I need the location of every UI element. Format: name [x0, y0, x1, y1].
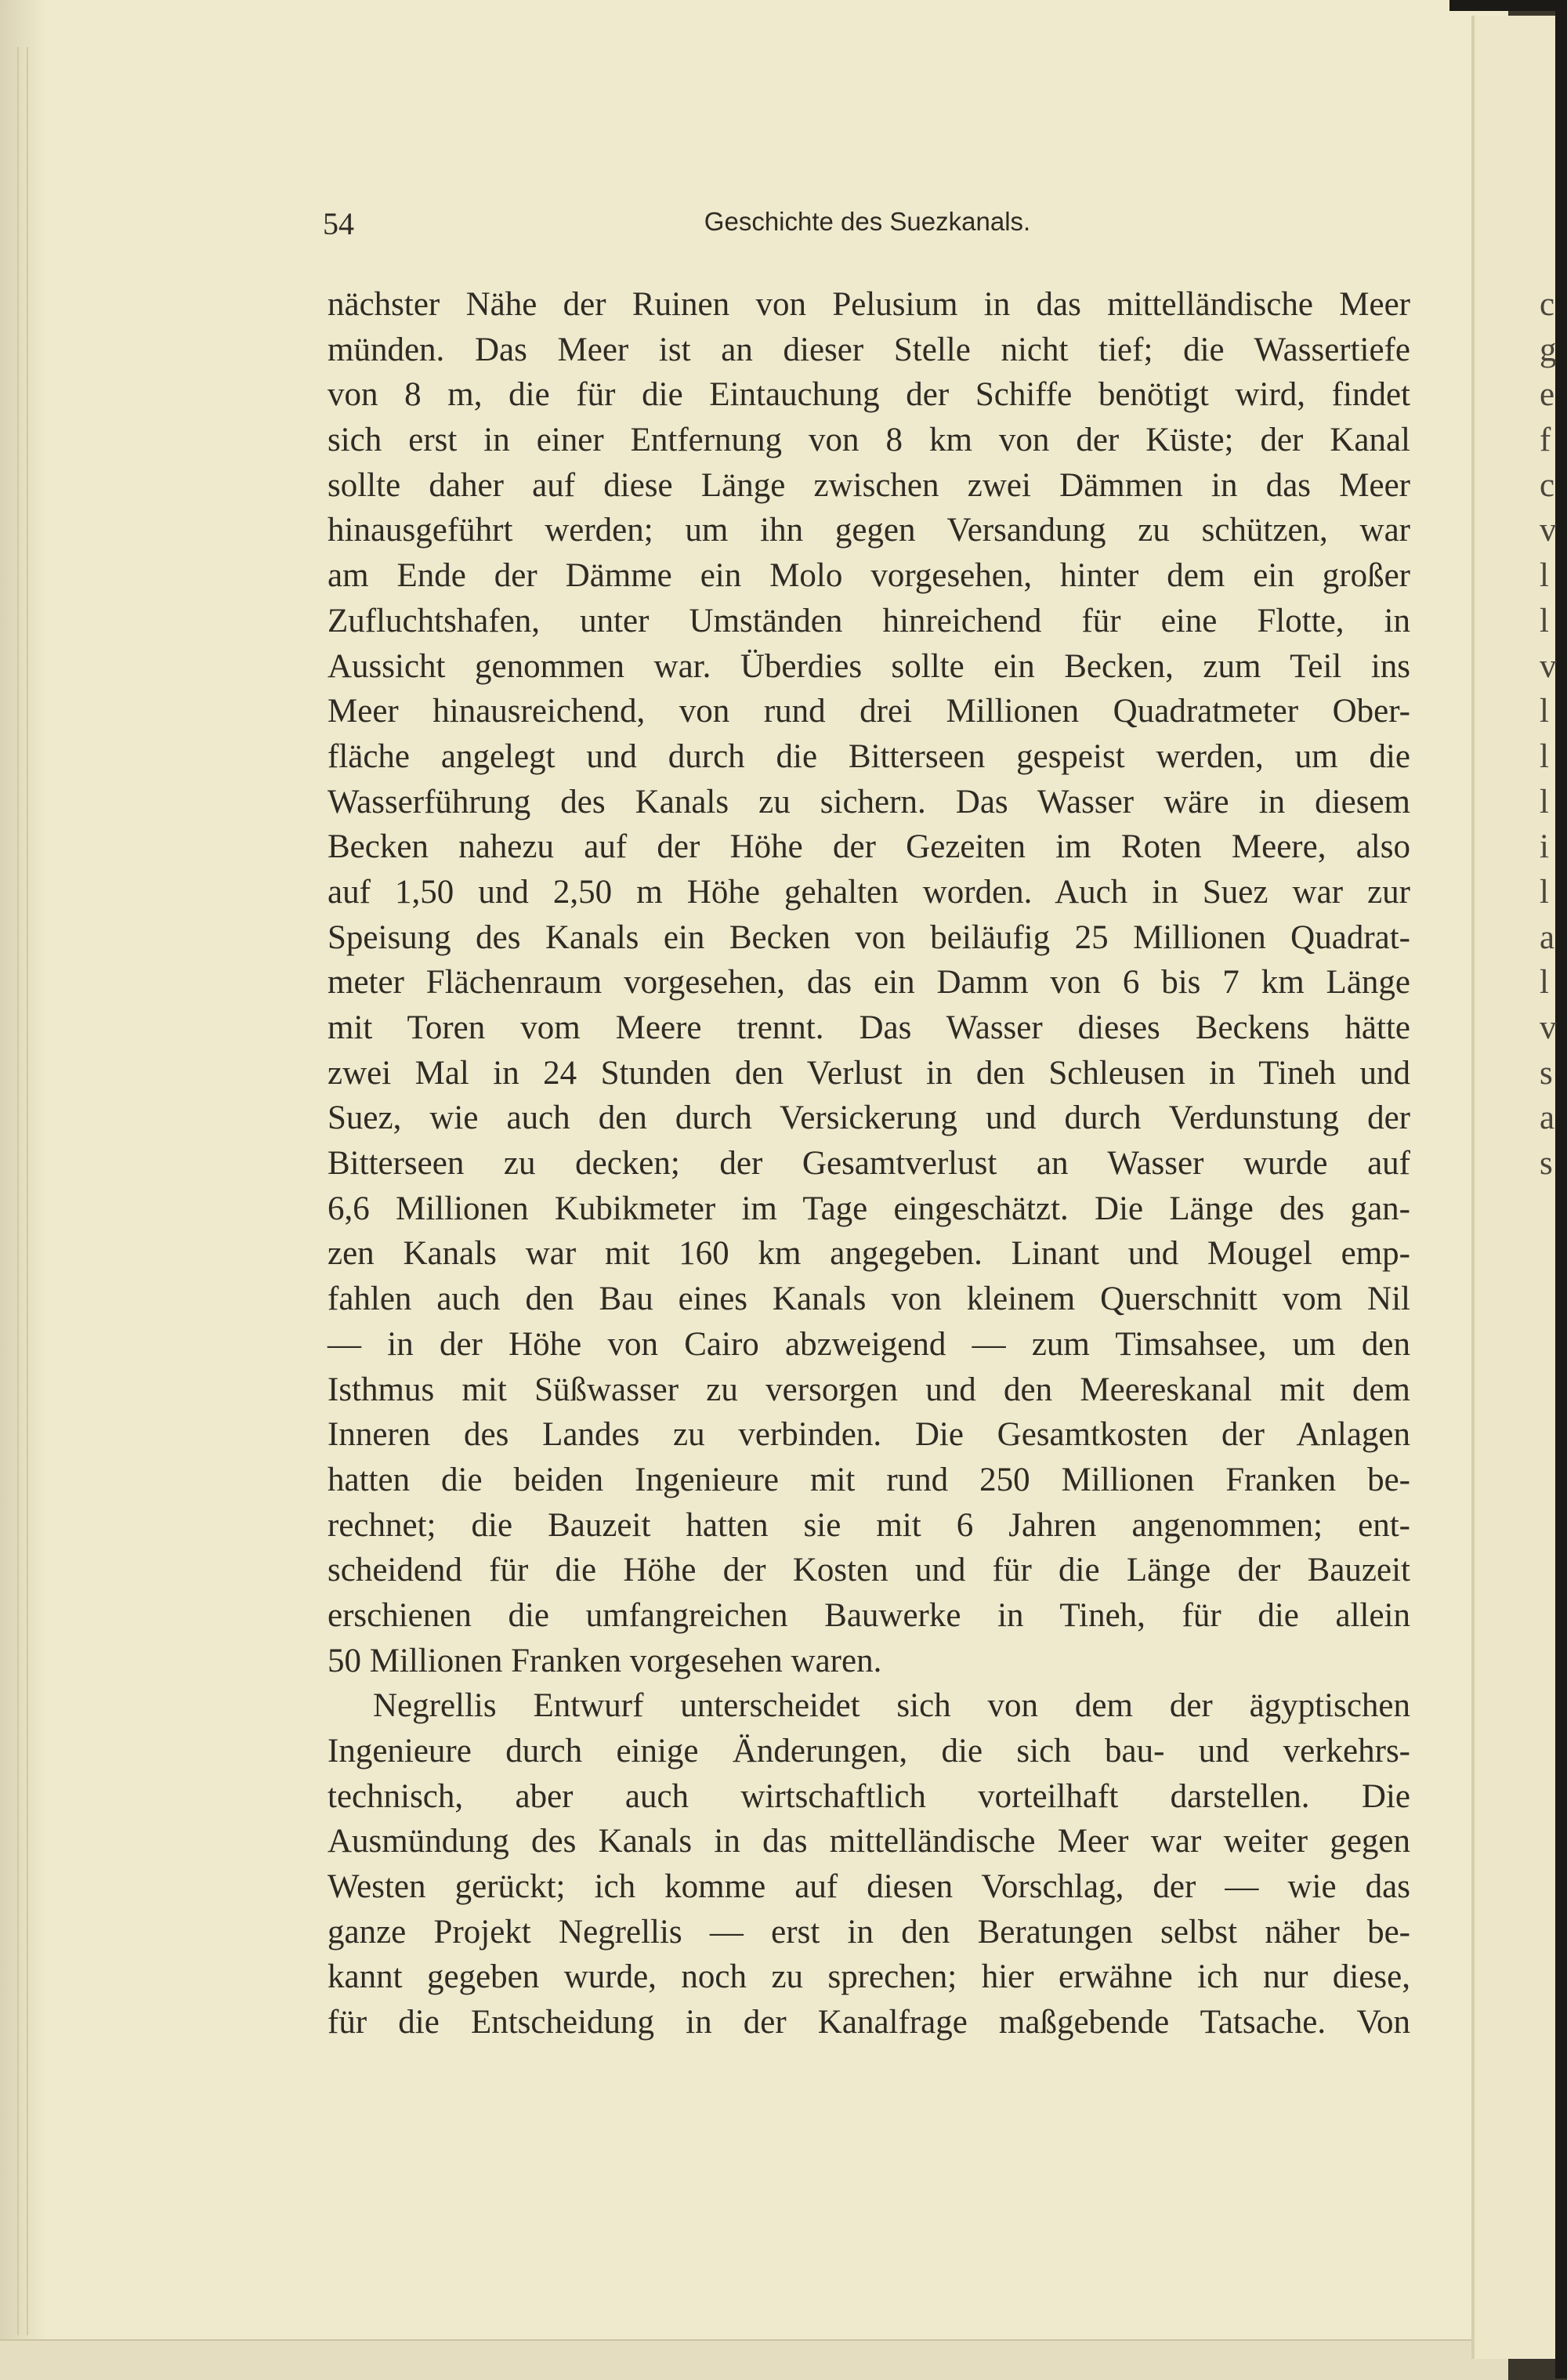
text-line: rechnet; die Bauzeit hatten sie mit 6 Jahren angenommen; ent-	[328, 1506, 1410, 1544]
text-line: Wasserführung des Kanals zu sichern. Das Wasser wäre in diesem	[328, 783, 1410, 821]
facing-page-letter: a	[1540, 918, 1555, 956]
text-line: erschienen die umfangreichen Bauwerke in Tineh, für die allein	[328, 1596, 1410, 1634]
text-line: 6,6 Millionen Kubikmeter im Tage eingeschätzt. Die Länge des gan-	[328, 1190, 1410, 1227]
text-line: Westen gerückt; ich komme auf diesen Vorschlag, der — wie das	[328, 1868, 1410, 1906]
page-edge	[27, 47, 28, 2335]
text-line: nächster Nähe der Ruinen von Pelusium in das mittelländische Meer	[328, 286, 1410, 323]
facing-page-letter: f	[1540, 422, 1551, 459]
facing-page-letter: l	[1540, 964, 1549, 1002]
text-line: kannt gegeben wurde, noch zu sprechen; hier erwähne ich nur diese,	[328, 1958, 1410, 1996]
text-line: Bitterseen zu decken; der Gesamtverlust an Wasser wurde auf	[328, 1145, 1410, 1183]
text-line: auf 1,50 und 2,50 m Höhe gehalten worden. Auch in Suez war zur	[328, 873, 1410, 911]
running-title: Geschichte des Suezkanals.	[704, 207, 1031, 236]
facing-page-letter: l	[1540, 557, 1549, 595]
text-line: zwei Mal in 24 Stunden den Verlust in den Schleusen in Tineh und	[328, 1054, 1410, 1092]
facing-page-text	[1540, 282, 1567, 1186]
facing-page-letter: l	[1540, 693, 1549, 730]
text-line: Ausmündung des Kanals in das mittelländische Meer war weiter gegen	[328, 1823, 1410, 1860]
text-line: zen Kanals war mit 160 km angegeben. Linant und Mougel emp-	[328, 1235, 1410, 1273]
page-number: 54	[323, 206, 354, 241]
facing-page-letter: s	[1540, 1054, 1553, 1092]
text-line: Suez, wie auch den durch Versickerung und durch Verdunstung der	[328, 1099, 1410, 1137]
text-line: für die Entscheidung in der Kanalfrage maßgebende Tatsache. Von	[328, 2004, 1410, 2041]
text-line: Isthmus mit Süßwasser zu versorgen und den Meereskanal mit dem	[328, 1371, 1410, 1408]
page-edge	[17, 47, 19, 2335]
text-line: 50 Millionen Franken vorgesehen waren.	[328, 1642, 882, 1679]
facing-page-letter: c	[1540, 466, 1555, 504]
facing-page-letter: l	[1540, 783, 1549, 821]
page-header	[323, 205, 1412, 245]
text-line: von 8 m, die für die Eintauchung der Schiffe benötigt wird, findet	[328, 376, 1410, 414]
text-line: meter Flächenraum vorgesehen, das ein Damm von 6 bis 7 km Länge	[328, 964, 1410, 1002]
page-bottom-edge	[0, 2339, 1508, 2380]
facing-page-letter: e	[1540, 376, 1555, 414]
facing-page-letter: v	[1540, 647, 1557, 685]
text-line: münden. Das Meer ist an dieser Stelle nicht tief; die Wassertiefe	[328, 331, 1410, 368]
text-line: Meer hinausreichend, von rund drei Millionen Quadratmeter Ober-	[328, 693, 1410, 730]
text-line: Negrellis Entwurf unterscheidet sich von dem der ägyptischen	[373, 1687, 1410, 1725]
text-line: ganze Projekt Negrellis — erst in den Beratungen selbst näher be-	[328, 1913, 1410, 1951]
facing-page-letter: a	[1540, 1099, 1555, 1137]
facing-page-letter: s	[1540, 1145, 1553, 1183]
text-line: Aussicht genommen war. Überdies sollte ein Becken, zum Teil ins	[328, 647, 1410, 685]
text-line: fläche angelegt und durch die Bitterseen gespeist werden, um die	[328, 737, 1410, 775]
text-line: mit Toren vom Meere trennt. Das Wasser dieses Beckens hätte	[328, 1009, 1410, 1046]
text-line: Zufluchtshafen, unter Umständen hinreichend für eine Flotte, in	[328, 602, 1410, 639]
text-line: Ingenieure durch einige Änderungen, die sich bau- und verkehrs-	[328, 1733, 1410, 1770]
page-shadow	[0, 0, 47, 2378]
text-line: Speisung des Kanals ein Becken von beiläufig 25 Millionen Quadrat-	[328, 918, 1410, 956]
scan-border	[1449, 0, 1567, 11]
facing-page-letter: l	[1540, 602, 1549, 639]
facing-page-letter: l	[1540, 737, 1549, 775]
facing-page-letter: g	[1540, 331, 1557, 368]
facing-page-letter: i	[1540, 828, 1549, 866]
text-line: technisch, aber auch wirtschaftlich vorteilhaft darstellen. Die	[328, 1777, 1410, 1815]
facing-page-letter: l	[1540, 873, 1549, 911]
text-line: hatten die beiden Ingenieure mit rund 250 Millionen Franken be-	[328, 1461, 1410, 1498]
text-line: sich erst in einer Entfernung von 8 km von der Küste; der Kanal	[328, 422, 1410, 459]
text-line: Inneren des Landes zu verbinden. Die Gesamtkosten der Anlagen	[328, 1416, 1410, 1454]
body-text	[328, 282, 1410, 2045]
facing-page-letter: v	[1540, 1009, 1557, 1046]
text-line: sollte daher auf diese Länge zwischen zwei Dämmen in das Meer	[328, 466, 1410, 504]
facing-page-letter: c	[1540, 286, 1555, 323]
text-line: am Ende der Dämme ein Molo vorgesehen, hinter dem ein großer	[328, 557, 1410, 595]
facing-page-letter: v	[1540, 512, 1557, 549]
text-line: fahlen auch den Bau eines Kanals von kleinem Querschnitt vom Nil	[328, 1281, 1410, 1318]
text-line: — in der Höhe von Cairo abzweigend — zum Timsahsee, um den	[328, 1325, 1410, 1363]
text-line: hinausgeführt werden; um ihn gegen Versandung zu schützen, war	[328, 512, 1410, 549]
text-line: Becken nahezu auf der Höhe der Gezeiten im Roten Meere, also	[328, 828, 1410, 866]
text-line: scheidend für die Höhe der Kosten und für die Länge der Bauzeit	[328, 1552, 1410, 1589]
